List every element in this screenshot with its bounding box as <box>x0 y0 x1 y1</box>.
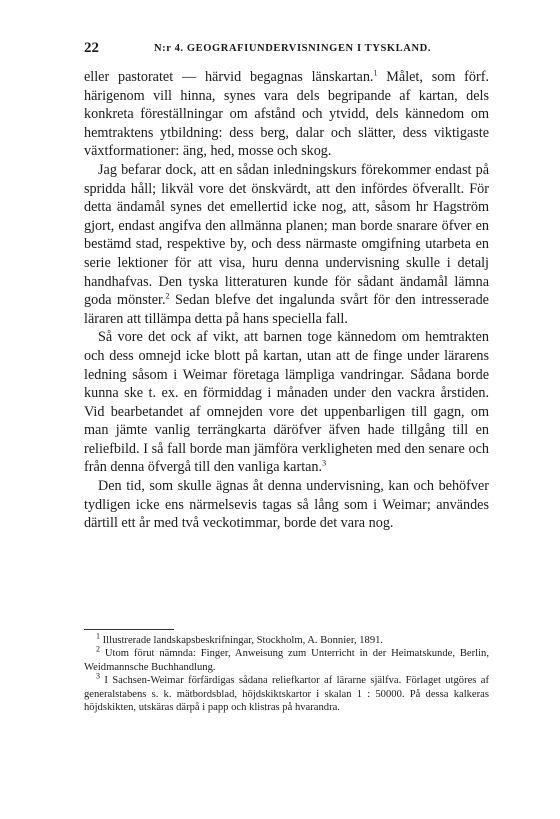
running-title: N:r 4. GEOGRAFIUNDERVISNINGEN I TYSKLAND. <box>154 43 432 54</box>
paragraph-text: Den tid, som skulle ägnas åt denna undervisning, kan och behöfver tydligen icke ens närmelsevis tagas så lång som i Weimar; användes därtill ett år med två veckotimmar, borde det vara nog. <box>84 478 489 532</box>
paragraph-text: Jag befarar dock, att en sådan inledningskurs förekommer endast på spridda håll; likväl vore det önskvärdt, att den infördes öfverallt. För detta ändamål synes det emellertid icke nog, att, såsom hr Hagström gjort, endast angifva den allmänna planen; man borde snarare öfver en bestämd stad, respektive by, och dess närmaste omgifning utarbeta en serie lektioner för att visa, huru denna undervisning skulle i detalj handhafvas. Den tyska litteraturen kunde för sådant ändamål lämna goda mönster. <box>84 161 489 309</box>
footnote-mark: 3 <box>96 671 100 681</box>
paragraph <box>84 68 489 161</box>
paragraph <box>84 161 489 328</box>
footnotes <box>84 631 489 714</box>
footnote <box>84 644 489 674</box>
paragraph-text: Målet, som förf. härigenom vill hinna, synes vara dels begripande af kartan, dels konkreta föreställningar om afstånd och ytvidd, dels kännedom om hemtraktens ytbildning: dess berg, dalar och slätter, dess viktigaste växtformationer: äng, hed, mosse och skog. <box>84 69 489 160</box>
footnote-text: Utom förut nämnda: Finger, Anweisung zum Unterricht in der Heimatskunde, Berlin, Weidmannsche Buchhandlung. <box>84 648 489 673</box>
footnote-ref: 2 <box>165 291 170 301</box>
paragraph-text: eller pastoratet — härvid begagnas länskartan. <box>84 69 374 85</box>
footnote-text: I Sachsen-Weimar förfärdigas sådana reliefkartor af lärarne själfva. Förlaget utgöres af generalstabens s. k. mätbordsblad, höjdskiktskartor i skalan 1 : 50000. På dessa kalkeras höjdskikten, utskäras därpå i papp och klistras på hvarandra. <box>84 675 489 714</box>
footnote-mark: 2 <box>96 644 100 654</box>
page-number: 22 <box>84 40 99 56</box>
paragraph <box>84 477 489 533</box>
paragraph <box>84 328 489 477</box>
footnote-text: Illustrerade landskapsbeskrifningar, Stockholm, A. Bonnier, 1891. <box>100 635 384 646</box>
footnote-ref: 3 <box>322 458 327 468</box>
footnote <box>84 671 489 714</box>
main-text <box>84 68 489 533</box>
footnote-ref: 1 <box>373 68 378 78</box>
page-header <box>84 40 484 60</box>
paragraph-text: Så vore det ock af vikt, att barnen toge kännedom om hemtrakten och dess omnejd icke blott på kartan, utan att de finge under lärarens ledning såsom i Weimar företaga lämpliga vandringar. Sådana borde kunna ske t. ex. en förmiddag i månaden under den vackra årstiden. Vid bearbetandet af omnejden vore det uppenbarligen till gagn, om man jämte vanlig terrängkarta däröfver äfven hade tillgång till en reliefbild. I så fall borde man jämföra verkligheten med den senare och från denna öfvergå till den vanliga kartan. <box>84 329 489 476</box>
footnote <box>84 631 489 647</box>
paragraph-text: Sedan blefve det ingalunda svårt för den intresserade läraren att tillämpa detta på hans speciella fall. <box>84 292 489 327</box>
footnote-separator <box>84 629 174 630</box>
footnote-mark: 1 <box>96 631 100 641</box>
